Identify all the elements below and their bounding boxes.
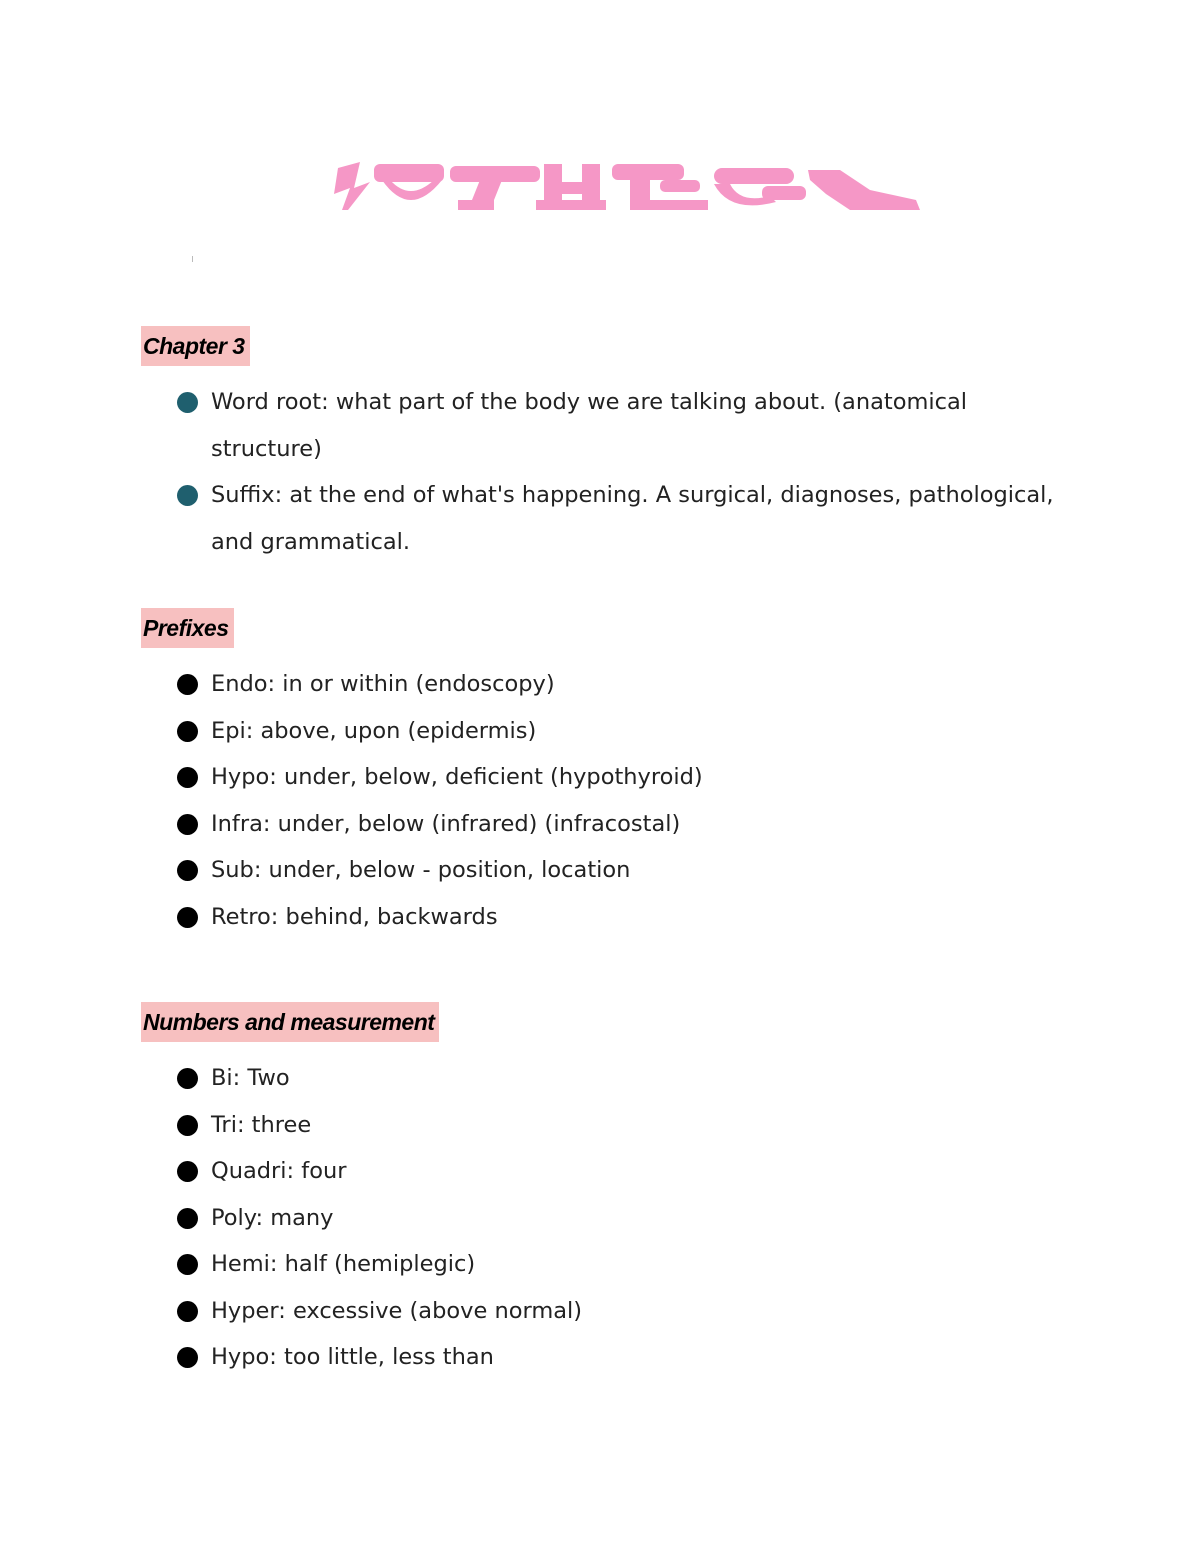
list-item-text: Endo: in or within (endoscopy) [211,671,555,697]
list-item-text: Retro: behind, backwards [211,903,498,930]
bullet-dot-icon [177,1161,198,1182]
list-item [0,1102,1071,1149]
list-item-text: Infra: under, below (infrared) (infracostal) [211,810,681,837]
list-item-text: Hemi: half (hemiplegic) [211,1251,476,1277]
section-heading-chapter-3: Chapter 3 [141,326,250,366]
title-logo-art [330,150,930,230]
list-item [0,847,1071,894]
bullet-dot-icon [177,1301,198,1322]
list-item-text: Bi: Two [211,1065,290,1091]
list-item-text: Quadri: four [211,1158,347,1184]
bullet-dot-icon [177,392,198,413]
list-item-text: Tri: three [211,1111,312,1138]
list-item [0,379,1071,472]
bullet-dot-icon [177,860,198,881]
section-heading-numbers-and-measurement: Numbers and measurement [141,1002,439,1042]
list-item-text: Poly: many [211,1204,334,1231]
bullet-dot-icon [177,1208,198,1229]
list-item [0,661,1071,708]
list-item-text: Epi: above, upon (epidermis) [211,717,537,744]
list-item [0,801,1071,848]
chapter-3-list [0,379,1200,565]
list-item-text: Hyper: excessive (above normal) [211,1297,583,1324]
list-item [0,894,1071,941]
section-heading-prefixes: Prefixes [141,608,234,648]
stray-mark [192,256,193,262]
list-item [0,754,1071,801]
list-item-text: Word root: what part of the body we are talking about. (anatomical structure) [211,389,968,462]
list-item [0,1241,1071,1288]
list-item [0,1148,1071,1195]
list-item [0,708,1071,755]
bullet-dot-icon [177,767,198,788]
list-item-text: Suffix: at the end of what's happening. A surgical, diagnoses, pathological, and grammatical. [211,482,1054,555]
list-item-text: Sub: under, below - position, location [211,857,631,883]
list-item [0,472,1071,565]
list-item [0,1055,1071,1102]
bullet-dot-icon [177,907,198,928]
bullet-dot-icon [177,674,198,695]
list-item [0,1195,1071,1242]
bullet-dot-icon [177,1254,198,1275]
prefixes-list [0,661,1200,940]
list-item [0,1288,1071,1335]
list-item-text: Hypo: under, below, deficient (hypothyroid) [211,764,703,790]
list-item-text: Hypo: too little, less than [211,1344,494,1370]
numbers-list [0,1055,1200,1381]
bullet-dot-icon [177,814,198,835]
bullet-dot-icon [177,1068,198,1089]
bullet-dot-icon [177,1347,198,1368]
bullet-dot-icon [177,721,198,742]
list-item [0,1334,1071,1381]
bullet-dot-icon [177,1115,198,1136]
bullet-dot-icon [177,485,198,506]
